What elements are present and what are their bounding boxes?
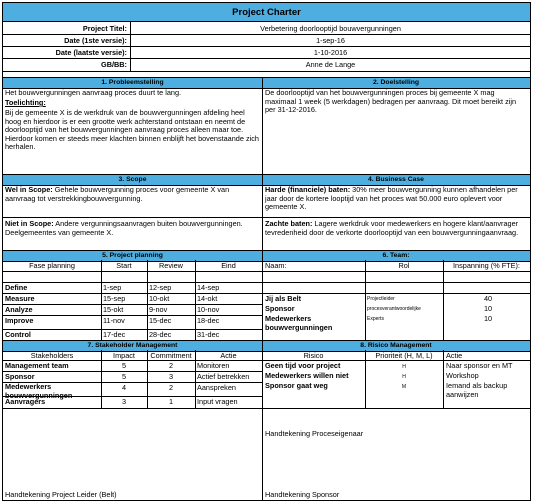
stakeholder-row-name: Management team	[5, 361, 69, 370]
stakeholder-row-commitment: 2	[168, 361, 174, 370]
signature-owner: Handtekening Proceseigenaar	[265, 429, 364, 438]
risk-row-action: Workshop	[446, 371, 479, 380]
meta-value-last-version: 1-10-2016	[313, 48, 348, 57]
stakeholder-row-action: Actief betrekken	[197, 372, 250, 381]
team-row-effort: 10	[484, 304, 493, 313]
team-row-effort: 40	[484, 294, 493, 303]
stakeholder-row-impact: 5	[121, 361, 127, 370]
meta-label-gbbb: GB/BB:	[101, 60, 127, 69]
team-row-role: Projectleider	[367, 296, 395, 302]
project-charter-sheet	[2, 2, 531, 501]
team-row-role: procesverantwoordelijke	[367, 306, 421, 312]
stakeholder-row-name: Medewerkers bouwvergunningen	[5, 382, 73, 400]
business-soft: Zachte baten: Lagere werkdruk voor medewerkers en hogere klant/aanvrager tevredenheid door de verkorte doorlooptijd van een bouwvergunningaanvraag.	[265, 219, 519, 237]
section-6-title: 6. Team:	[382, 252, 410, 259]
goal-body: De doorlooptijd van het bouwvergunningen proces bij gemeente X mag maximaal 1 week (5 werkdagen) bedragen per aanvraag. Dit moet bereikt zijn per 31-12-2016.	[265, 88, 517, 115]
risk-row-risk: Sponsor gaat weg	[265, 381, 328, 390]
stakeholder-row-commitment: 1	[168, 397, 174, 406]
planning-row-phase: Control	[5, 330, 31, 339]
stakeholder-row-action: Aanspreken	[197, 383, 236, 392]
planning-row-review: 10-okt	[149, 294, 170, 303]
stakeholder-col-commitment: Commitment	[150, 351, 192, 360]
section-5-title: 5. Project planning	[102, 252, 163, 259]
problem-toelichting-label: Toelichting:	[5, 98, 46, 107]
problem-body: Bij de gemeente X is de werkdruk van de bouwvergunningen afdeling heel hoog en hierdoor is er een grootte werk achterstand ontstaan en neemt de doorlooptijd van het bouwvergunningen aanvraag proces alleen maar toe. Hierdoor komen er steeds meer klachten binnen enblijft het bovenstaande zich herhalen.	[5, 108, 259, 152]
scope-in: Wel in Scope: Gehele bouwvergunning proces voor gemeente X van aanvraag tot verstrekkingbouwvergunning.	[5, 185, 230, 203]
stakeholder-row-impact: 4	[121, 383, 127, 392]
team-row-effort: 10	[484, 314, 493, 323]
planning-row-review: 12-sep	[149, 283, 172, 292]
meta-value-gbbb: Anne de Lange	[305, 60, 356, 69]
planning-row-start: 15-sep	[103, 294, 126, 303]
stakeholder-col-name: Stakeholders	[30, 351, 74, 360]
section-3-title: 3. Scope	[118, 176, 147, 183]
stakeholder-row-commitment: 3	[168, 372, 174, 381]
page-title: Project Charter	[232, 7, 301, 18]
risk-row-risk: Medewerkers willen niet	[265, 371, 349, 380]
risk-row-risk: Geen tijd voor project	[265, 361, 341, 370]
meta-label-last-version: Date (laatste versie):	[55, 48, 127, 57]
planning-row-phase: Define	[5, 283, 28, 292]
risk-row-priority: H	[402, 364, 406, 370]
stakeholder-row-name: Sponsor	[5, 372, 35, 381]
scope-out: Niet in Scope: Andere vergunningsaanvragen buiten bouwvergunningen. Deelgemeentes van gemeente X.	[5, 219, 243, 237]
planning-row-phase: Measure	[5, 294, 35, 303]
meta-label-title: Project Titel:	[82, 24, 127, 33]
team-row-role: Experts	[367, 316, 384, 322]
risk-row-action: Iemand als backup aanwijzen	[446, 381, 508, 399]
section-7-title: 7. Stakeholder Management	[87, 342, 178, 349]
planning-row-end: 10-nov	[197, 305, 220, 314]
meta-label-first-version: Date (1ste versie):	[64, 36, 127, 45]
risk-row-priority: H	[402, 374, 406, 380]
stakeholder-col-action: Actie	[220, 351, 237, 360]
risk-col-action: Actie	[446, 351, 463, 360]
team-col-name: Naam:	[265, 261, 287, 270]
team-row-name: Jij als Belt	[265, 294, 302, 303]
section-1-title: 1. Probleemstelling	[101, 79, 164, 86]
risk-col-priority: Prioriteit (H, M, L)	[375, 351, 433, 360]
planning-row-start: 17-dec	[103, 330, 126, 339]
team-col-effort: Inspanning (% FTE):	[453, 261, 520, 270]
planning-row-end: 14-sep	[197, 283, 220, 292]
risk-row-priority: M	[401, 384, 407, 390]
planning-row-start: 1-sep	[103, 283, 122, 292]
stakeholder-row-commitment: 2	[168, 383, 174, 392]
planning-row-end: 14-okt	[197, 294, 218, 303]
planning-row-phase: Analyze	[5, 305, 33, 314]
planning-col-start: Start	[116, 261, 132, 270]
planning-row-end: 18-dec	[197, 316, 220, 325]
stakeholder-row-action: Monitoren	[197, 361, 230, 370]
stakeholder-row-action: Input vragen	[197, 397, 238, 406]
team-row-name: Sponsor	[265, 304, 295, 313]
signature-sponsor: Handtekening Sponsor	[265, 490, 340, 499]
planning-row-start: 15-okt	[103, 305, 124, 314]
business-hard: Harde (financiele) baten: 30% meer bouwvergunning kunnen afhandelen per jaar door de kortere looptijd van het proces wat 50.000 euro oplevert voor gemeente X.	[265, 185, 518, 212]
problem-lead: Het bouwvergunningen aanvraag proces duurt te lang.	[5, 88, 182, 97]
planning-row-review: 28-dec	[149, 330, 172, 339]
title-bar	[3, 3, 530, 22]
stakeholder-row-impact: 5	[121, 372, 127, 381]
section-4-title: 4. Business Case	[368, 176, 424, 183]
risk-row-action: Naar sponsor en MT	[446, 361, 513, 370]
planning-row-end: 31-dec	[197, 330, 220, 339]
meta-value-title: Verbetering doorlooptijd bouwvergunningen	[260, 24, 401, 33]
team-col-role: Rol	[398, 261, 410, 270]
stakeholder-row-impact: 3	[121, 397, 127, 406]
signature-project-leader: Handtekening Project Leider (Belt)	[5, 490, 117, 499]
stakeholder-row-name: Aanvragers	[5, 397, 46, 406]
planning-col-phase: Fase planning	[29, 261, 75, 270]
meta-value-first-version: 1-sep-16	[316, 36, 345, 45]
planning-col-end: Eind	[221, 261, 236, 270]
planning-row-review: 15-dec	[149, 316, 172, 325]
team-row-name: Medewerkers bouwvergunningen	[265, 314, 333, 332]
section-2-title: 2. Doelstelling	[372, 79, 420, 86]
planning-row-review: 9-nov	[149, 305, 168, 314]
risk-col-risk: Risico	[303, 351, 324, 360]
stakeholder-col-impact: Impact	[113, 351, 135, 360]
planning-row-phase: Improve	[5, 316, 34, 325]
planning-row-start: 11-nov	[103, 316, 125, 325]
section-8-title: 8. Risico Management	[360, 342, 432, 349]
planning-col-review: Review	[159, 261, 183, 270]
